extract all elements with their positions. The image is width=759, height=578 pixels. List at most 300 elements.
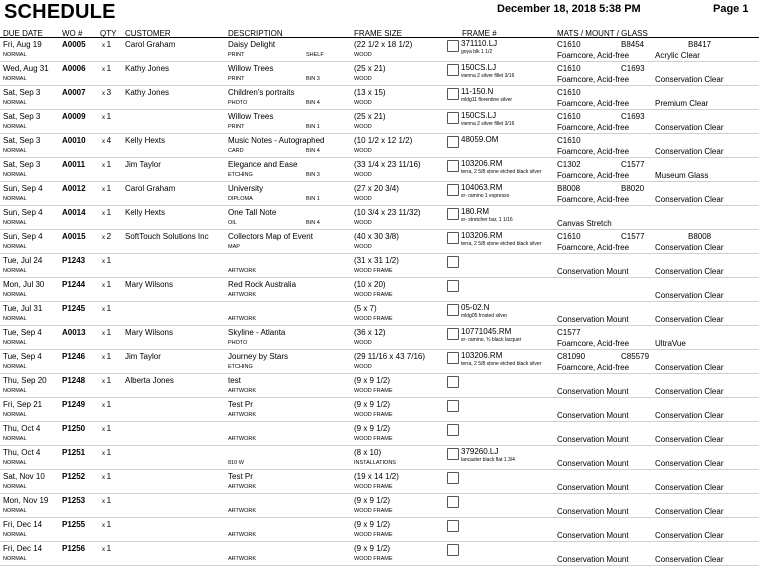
work-order: P1253: [62, 496, 86, 505]
priority: NORMAL: [3, 484, 27, 490]
frame-size: (33 1/4 x 23 11/16): [354, 160, 421, 169]
due-date: Sun, Sep 4: [3, 232, 43, 241]
mount: Foamcore, Acid-free: [557, 99, 630, 108]
due-date: Wed, Aug 31: [3, 64, 49, 73]
times-glyph: x: [102, 403, 107, 409]
priority: NORMAL: [3, 316, 27, 322]
times-glyph: x: [102, 523, 107, 529]
mat-3: B8008: [688, 232, 712, 241]
work-order: A0005: [62, 40, 86, 49]
quantity: [102, 400, 111, 409]
quantity: [102, 112, 111, 121]
table-row: [0, 302, 759, 326]
frame-description: sr- ramino 1 espresso: [461, 193, 510, 199]
frame-material: WOOD: [354, 340, 372, 346]
frame-number: 104063.RM: [461, 183, 503, 192]
times-glyph: x: [102, 259, 107, 265]
quantity-value: 1: [106, 160, 112, 169]
item-type: ARTWORK: [228, 292, 257, 298]
times-glyph: x: [102, 499, 107, 505]
quantity: [102, 40, 111, 49]
bin-location: BIN 3: [306, 76, 320, 82]
frame-size: (5 x 7): [354, 304, 377, 313]
item-type: MAP: [228, 244, 240, 250]
quantity-value: 1: [106, 472, 112, 481]
quantity-value: 1: [106, 520, 112, 529]
times-glyph: x: [102, 67, 107, 73]
frame-material: INSTALLATIONS: [354, 460, 396, 466]
customer: Kathy Jones: [125, 88, 170, 97]
times-glyph: x: [102, 427, 107, 433]
frame-checkbox[interactable]: [447, 400, 459, 412]
bin-location: BIN 1: [306, 124, 320, 130]
frame-size: (36 x 12): [354, 328, 386, 337]
work-order: A0015: [62, 232, 86, 241]
priority: NORMAL: [3, 196, 27, 202]
mount: Conservation Mount: [557, 555, 629, 564]
frame-material: WOOD: [354, 244, 372, 250]
glass: Conservation Clear: [655, 195, 724, 204]
times-glyph: x: [102, 331, 107, 337]
table-row: [0, 374, 759, 398]
frame-checkbox[interactable]: [447, 424, 459, 436]
frame-checkbox[interactable]: [447, 544, 459, 556]
due-date: Sat, Nov 10: [3, 472, 45, 481]
frame-description: vienna 2 silver fillet 3/16: [461, 121, 515, 127]
table-row: [0, 86, 759, 110]
frame-size: (25 x 21): [354, 112, 386, 121]
col-header-due-date: DUE DATE: [3, 29, 43, 38]
item-type: ARTWORK: [228, 508, 257, 514]
item-type: ETCHING: [228, 364, 253, 370]
frame-description: goya blk 1 1/2: [461, 49, 493, 55]
frame-size: (13 x 15): [354, 88, 386, 97]
table-row: [0, 110, 759, 134]
mount: Conservation Mount: [557, 267, 629, 276]
mat-2: C85579: [621, 352, 650, 361]
mount: Conservation Mount: [557, 387, 629, 396]
item-type: ARTWORK: [228, 316, 257, 322]
glass: Conservation Clear: [655, 243, 724, 252]
quantity-value: 1: [106, 184, 112, 193]
priority: NORMAL: [3, 436, 27, 442]
quantity-value: 1: [106, 496, 112, 505]
frame-checkbox[interactable]: [447, 328, 459, 340]
customer: Mary Wilsons: [125, 328, 174, 337]
mount: Conservation Mount: [557, 411, 629, 420]
due-date: Tue, Jul 31: [3, 304, 43, 313]
frame-checkbox[interactable]: [447, 376, 459, 388]
col-header-description: DESCRIPTION: [228, 29, 283, 38]
quantity: [102, 376, 111, 385]
col-header-mats: MATS / MOUNT / GLASS: [557, 29, 648, 38]
frame-checkbox[interactable]: [447, 160, 459, 172]
work-order: A0007: [62, 88, 86, 97]
due-date: Fri, Dec 14: [3, 544, 43, 553]
frame-checkbox[interactable]: [447, 304, 459, 316]
priority: NORMAL: [3, 76, 27, 82]
bin-location: BIN 3: [306, 172, 320, 178]
mat-3: B8417: [688, 40, 712, 49]
frame-checkbox[interactable]: [447, 232, 459, 244]
glass: Conservation Clear: [655, 507, 724, 516]
frame-size: (27 x 20 3/4): [354, 184, 399, 193]
frame-checkbox[interactable]: [447, 88, 459, 100]
frame-number: 11-150.N: [461, 87, 494, 96]
due-date: Fri, Aug 19: [3, 40, 42, 49]
mat-2: C1577: [621, 160, 645, 169]
page-number: Page 1: [713, 3, 749, 15]
frame-number: 10771045.RM: [461, 327, 512, 336]
quantity: [102, 544, 111, 553]
col-header-qty: QTY: [100, 29, 117, 38]
customer: Carol Graham: [125, 40, 176, 49]
table-row: [0, 470, 759, 494]
frame-material: WOOD FRAME: [354, 556, 393, 562]
work-order: P1255: [62, 520, 86, 529]
frame-size: (8 x 10): [354, 448, 382, 457]
quantity-value: 1: [106, 328, 112, 337]
work-order: A0012: [62, 184, 86, 193]
item-type: ARTWORK: [228, 484, 257, 490]
table-row: [0, 518, 759, 542]
table-row: [0, 134, 759, 158]
item-type: PHOTO: [228, 340, 248, 346]
bin-location: BIN 4: [306, 220, 320, 226]
quantity-value: 1: [106, 448, 112, 457]
quantity-value: 1: [106, 208, 112, 217]
table-row: [0, 326, 759, 350]
quantity-value: 1: [106, 424, 112, 433]
glass: Conservation Clear: [655, 75, 724, 84]
times-glyph: x: [102, 547, 107, 553]
mount: Foamcore, Acid-free: [557, 243, 630, 252]
frame-number: 103206.RM: [461, 159, 503, 168]
description: Children's portraits: [228, 88, 295, 97]
frame-material: WOOD: [354, 220, 372, 226]
quantity: [102, 328, 111, 337]
quantity-value: 1: [106, 256, 112, 265]
frame-checkbox[interactable]: [447, 496, 459, 508]
frame-checkbox[interactable]: [447, 64, 459, 76]
mount: Conservation Mount: [557, 507, 629, 516]
customer: Jim Taylor: [125, 160, 161, 169]
description: Daisy Delight: [228, 40, 276, 49]
table-row: [0, 38, 759, 62]
glass: Conservation Clear: [655, 363, 724, 372]
mount: Conservation Mount: [557, 435, 629, 444]
due-date: Sun, Sep 4: [3, 184, 43, 193]
frame-size: (10 x 20): [354, 280, 386, 289]
frame-checkbox[interactable]: [447, 136, 459, 148]
quantity: [102, 136, 111, 145]
due-date: Sat, Sep 3: [3, 88, 41, 97]
times-glyph: x: [102, 379, 107, 385]
glass: Conservation Clear: [655, 387, 724, 396]
times-glyph: x: [102, 283, 107, 289]
description: Skyline - Atlanta: [228, 328, 286, 337]
frame-checkbox[interactable]: [447, 448, 459, 460]
glass: Conservation Clear: [655, 291, 724, 300]
frame-number: 371110.LJ: [461, 39, 498, 48]
frame-number: 150CS.LJ: [461, 111, 497, 120]
quantity: [102, 160, 111, 169]
description: Journey by Stars: [228, 352, 289, 361]
priority: NORMAL: [3, 148, 27, 154]
frame-description: lancaster black flat 1 3/4: [461, 457, 515, 463]
quantity: [102, 496, 111, 505]
frame-material: WOOD: [354, 196, 372, 202]
glass: Conservation Clear: [655, 531, 724, 540]
frame-size: (22 1/2 x 18 1/2): [354, 40, 413, 49]
glass: Conservation Clear: [655, 435, 724, 444]
quantity: [102, 64, 111, 73]
work-order: A0010: [62, 136, 86, 145]
frame-material: WOOD: [354, 148, 372, 154]
priority: NORMAL: [3, 100, 27, 106]
due-date: Mon, Jul 30: [3, 280, 45, 289]
quantity-value: 1: [106, 376, 112, 385]
frame-checkbox[interactable]: [447, 256, 459, 268]
due-date: Tue, Sep 4: [3, 328, 42, 337]
glass: Conservation Clear: [655, 147, 724, 156]
col-header-frame-size: FRAME SIZE: [354, 29, 403, 38]
quantity: [102, 520, 111, 529]
frame-description: terra, 2 5/8 stone etched black silver: [461, 361, 542, 367]
frame-checkbox[interactable]: [447, 280, 459, 292]
times-glyph: x: [102, 307, 107, 313]
frame-material: WOOD FRAME: [354, 532, 393, 538]
due-date: Thu, Oct 4: [3, 424, 41, 433]
mount: Canvas Stretch: [557, 219, 612, 228]
frame-size: (9 x 9 1/2): [354, 424, 391, 433]
priority: NORMAL: [3, 460, 27, 466]
mat-1: C1577: [557, 328, 581, 337]
mat-1: C81090: [557, 352, 586, 361]
description: Test Pr: [228, 472, 253, 481]
times-glyph: x: [102, 355, 107, 361]
mount: Foamcore, Acid-free: [557, 75, 630, 84]
frame-number: 379260.LJ: [461, 447, 499, 456]
work-order: A0014: [62, 208, 86, 217]
glass: UltraVue: [655, 339, 686, 348]
due-date: Tue, Sep 4: [3, 352, 42, 361]
frame-checkbox[interactable]: [447, 40, 459, 52]
frame-size: (9 x 9 1/2): [354, 520, 391, 529]
item-type: PRINT: [228, 124, 245, 130]
col-header-frame-no: FRAME #: [462, 29, 497, 38]
glass: Conservation Clear: [655, 123, 724, 132]
bin-location: SHELF: [306, 52, 324, 58]
frame-material: WOOD: [354, 76, 372, 82]
frame-description: mldg05 frosted silver: [461, 313, 508, 319]
mount: Foamcore, Acid-free: [557, 147, 630, 156]
glass: Conservation Clear: [655, 267, 724, 276]
priority: NORMAL: [3, 52, 27, 58]
item-type: PRINT: [228, 52, 245, 58]
description: Willow Trees: [228, 112, 274, 121]
priority: NORMAL: [3, 220, 27, 226]
table-row: [0, 254, 759, 278]
table-row: [0, 494, 759, 518]
glass: Premium Clear: [655, 99, 709, 108]
glass: Conservation Clear: [655, 459, 724, 468]
quantity-value: 1: [106, 304, 112, 313]
quantity-value: 1: [106, 544, 112, 553]
frame-checkbox[interactable]: [447, 208, 459, 220]
quantity: [102, 448, 111, 457]
table-row: [0, 278, 759, 302]
customer: SoftTouch Solutions Inc: [125, 232, 209, 241]
frame-material: WOOD FRAME: [354, 316, 393, 322]
due-date: Mon, Nov 19: [3, 496, 49, 505]
description: Music Notes - Autographed: [228, 136, 325, 145]
quantity: [102, 208, 111, 217]
customer: Mary Wilsons: [125, 280, 174, 289]
priority: NORMAL: [3, 556, 27, 562]
description: Willow Trees: [228, 64, 274, 73]
times-glyph: x: [102, 235, 107, 241]
due-date: Sat, Sep 3: [3, 160, 41, 169]
frame-size: (10 1/2 x 12 1/2): [354, 136, 413, 145]
frame-number: 180.RM: [461, 207, 490, 216]
col-header-wo: WO #: [62, 29, 83, 38]
due-date: Sun, Sep 4: [3, 208, 43, 217]
table-row: [0, 398, 759, 422]
quantity: [102, 280, 111, 289]
work-order: P1248: [62, 376, 86, 385]
frame-size: (9 x 9 1/2): [354, 400, 391, 409]
times-glyph: x: [102, 115, 107, 121]
mat-1: C1610: [557, 136, 581, 145]
mat-2: C1693: [621, 112, 645, 121]
frame-size: (10 3/4 x 23 11/32): [354, 208, 421, 217]
work-order: P1243: [62, 256, 86, 265]
frame-material: WOOD FRAME: [354, 268, 393, 274]
priority: NORMAL: [3, 388, 27, 394]
table-row: [0, 446, 759, 470]
work-order: A0006: [62, 64, 86, 73]
customer: Jim Taylor: [125, 352, 161, 361]
customer: Kathy Jones: [125, 64, 170, 73]
bin-location: BIN 1: [306, 196, 320, 202]
glass: Conservation Clear: [655, 315, 724, 324]
mat-1: C1610: [557, 88, 581, 97]
item-type: PHOTO: [228, 100, 248, 106]
mat-1: C1302: [557, 160, 581, 169]
frame-size: (9 x 9 1/2): [354, 376, 391, 385]
mat-1: C1610: [557, 64, 581, 73]
frame-description: vienna 2 silver fillet 3/16: [461, 73, 515, 79]
mount: Foamcore, Acid-free: [557, 195, 630, 204]
frame-number: 103206.RM: [461, 351, 503, 360]
item-type: 810 W: [228, 460, 244, 466]
mount: Foamcore, Acid-free: [557, 171, 630, 180]
mount: Foamcore, Acid-free: [557, 51, 630, 60]
quantity: [102, 232, 111, 241]
item-type: ARTWORK: [228, 436, 257, 442]
mount: Foamcore, Acid-free: [557, 123, 630, 132]
frame-number: 103206.RM: [461, 231, 503, 240]
due-date: Sat, Sep 3: [3, 112, 41, 121]
mat-1: C1610: [557, 232, 581, 241]
mat-2: B8020: [621, 184, 645, 193]
frame-checkbox[interactable]: [447, 112, 459, 124]
frame-checkbox[interactable]: [447, 472, 459, 484]
table-row: [0, 542, 759, 566]
mount: Foamcore, Acid-free: [557, 339, 630, 348]
times-glyph: x: [102, 43, 107, 49]
frame-checkbox[interactable]: [447, 520, 459, 532]
priority: NORMAL: [3, 412, 27, 418]
mount: Conservation Mount: [557, 315, 629, 324]
frame-number: 05-02.N: [461, 303, 490, 312]
glass: Acrylic Clear: [655, 51, 700, 60]
frame-checkbox[interactable]: [447, 352, 459, 364]
frame-material: WOOD FRAME: [354, 388, 393, 394]
due-date: Tue, Jul 24: [3, 256, 43, 265]
work-order: A0011: [62, 160, 86, 169]
times-glyph: x: [102, 139, 107, 145]
customer: Kelly Hexts: [125, 136, 166, 145]
quantity-value: 1: [106, 40, 112, 49]
due-date: Thu, Sep 20: [3, 376, 47, 385]
work-order: P1256: [62, 544, 86, 553]
frame-size: (40 x 30 3/8): [354, 232, 399, 241]
item-type: DIPLOMA: [228, 196, 253, 202]
quantity-value: 1: [106, 64, 112, 73]
quantity-value: 2: [106, 232, 112, 241]
times-glyph: x: [102, 451, 107, 457]
priority: NORMAL: [3, 124, 27, 130]
bin-location: BIN 4: [306, 148, 320, 154]
quantity-value: 1: [106, 400, 112, 409]
frame-material: WOOD: [354, 52, 372, 58]
due-date: Fri, Sep 21: [3, 400, 43, 409]
mount: Conservation Mount: [557, 459, 629, 468]
work-order: P1251: [62, 448, 86, 457]
item-type: CARD: [228, 148, 244, 154]
frame-checkbox[interactable]: [447, 184, 459, 196]
table-row: [0, 230, 759, 254]
mat-2: C1577: [621, 232, 645, 241]
quantity-value: 1: [106, 280, 112, 289]
mat-2: C1693: [621, 64, 645, 73]
times-glyph: x: [102, 187, 107, 193]
description: University: [228, 184, 264, 193]
work-order: A0009: [62, 112, 86, 121]
frame-size: (29 11/16 x 43 7/16): [354, 352, 426, 361]
work-order: P1249: [62, 400, 86, 409]
customer: Carol Graham: [125, 184, 176, 193]
frame-description: terra, 2 5/8 stone etched black silver: [461, 241, 542, 247]
frame-size: (9 x 9 1/2): [354, 496, 391, 505]
frame-material: WOOD: [354, 100, 372, 106]
priority: NORMAL: [3, 532, 27, 538]
description: test: [228, 376, 241, 385]
table-row: [0, 422, 759, 446]
frame-number: 48059.OM: [461, 135, 499, 144]
frame-size: (19 x 14 1/2): [354, 472, 399, 481]
frame-material: WOOD FRAME: [354, 412, 393, 418]
priority: NORMAL: [3, 172, 27, 178]
page-title: SCHEDULE: [4, 1, 116, 23]
frame-description: terra, 2 5/8 stone etched black silver: [461, 169, 542, 175]
quantity: [102, 88, 111, 97]
glass: Conservation Clear: [655, 555, 724, 564]
times-glyph: x: [102, 163, 107, 169]
item-type: ARTWORK: [228, 532, 257, 538]
